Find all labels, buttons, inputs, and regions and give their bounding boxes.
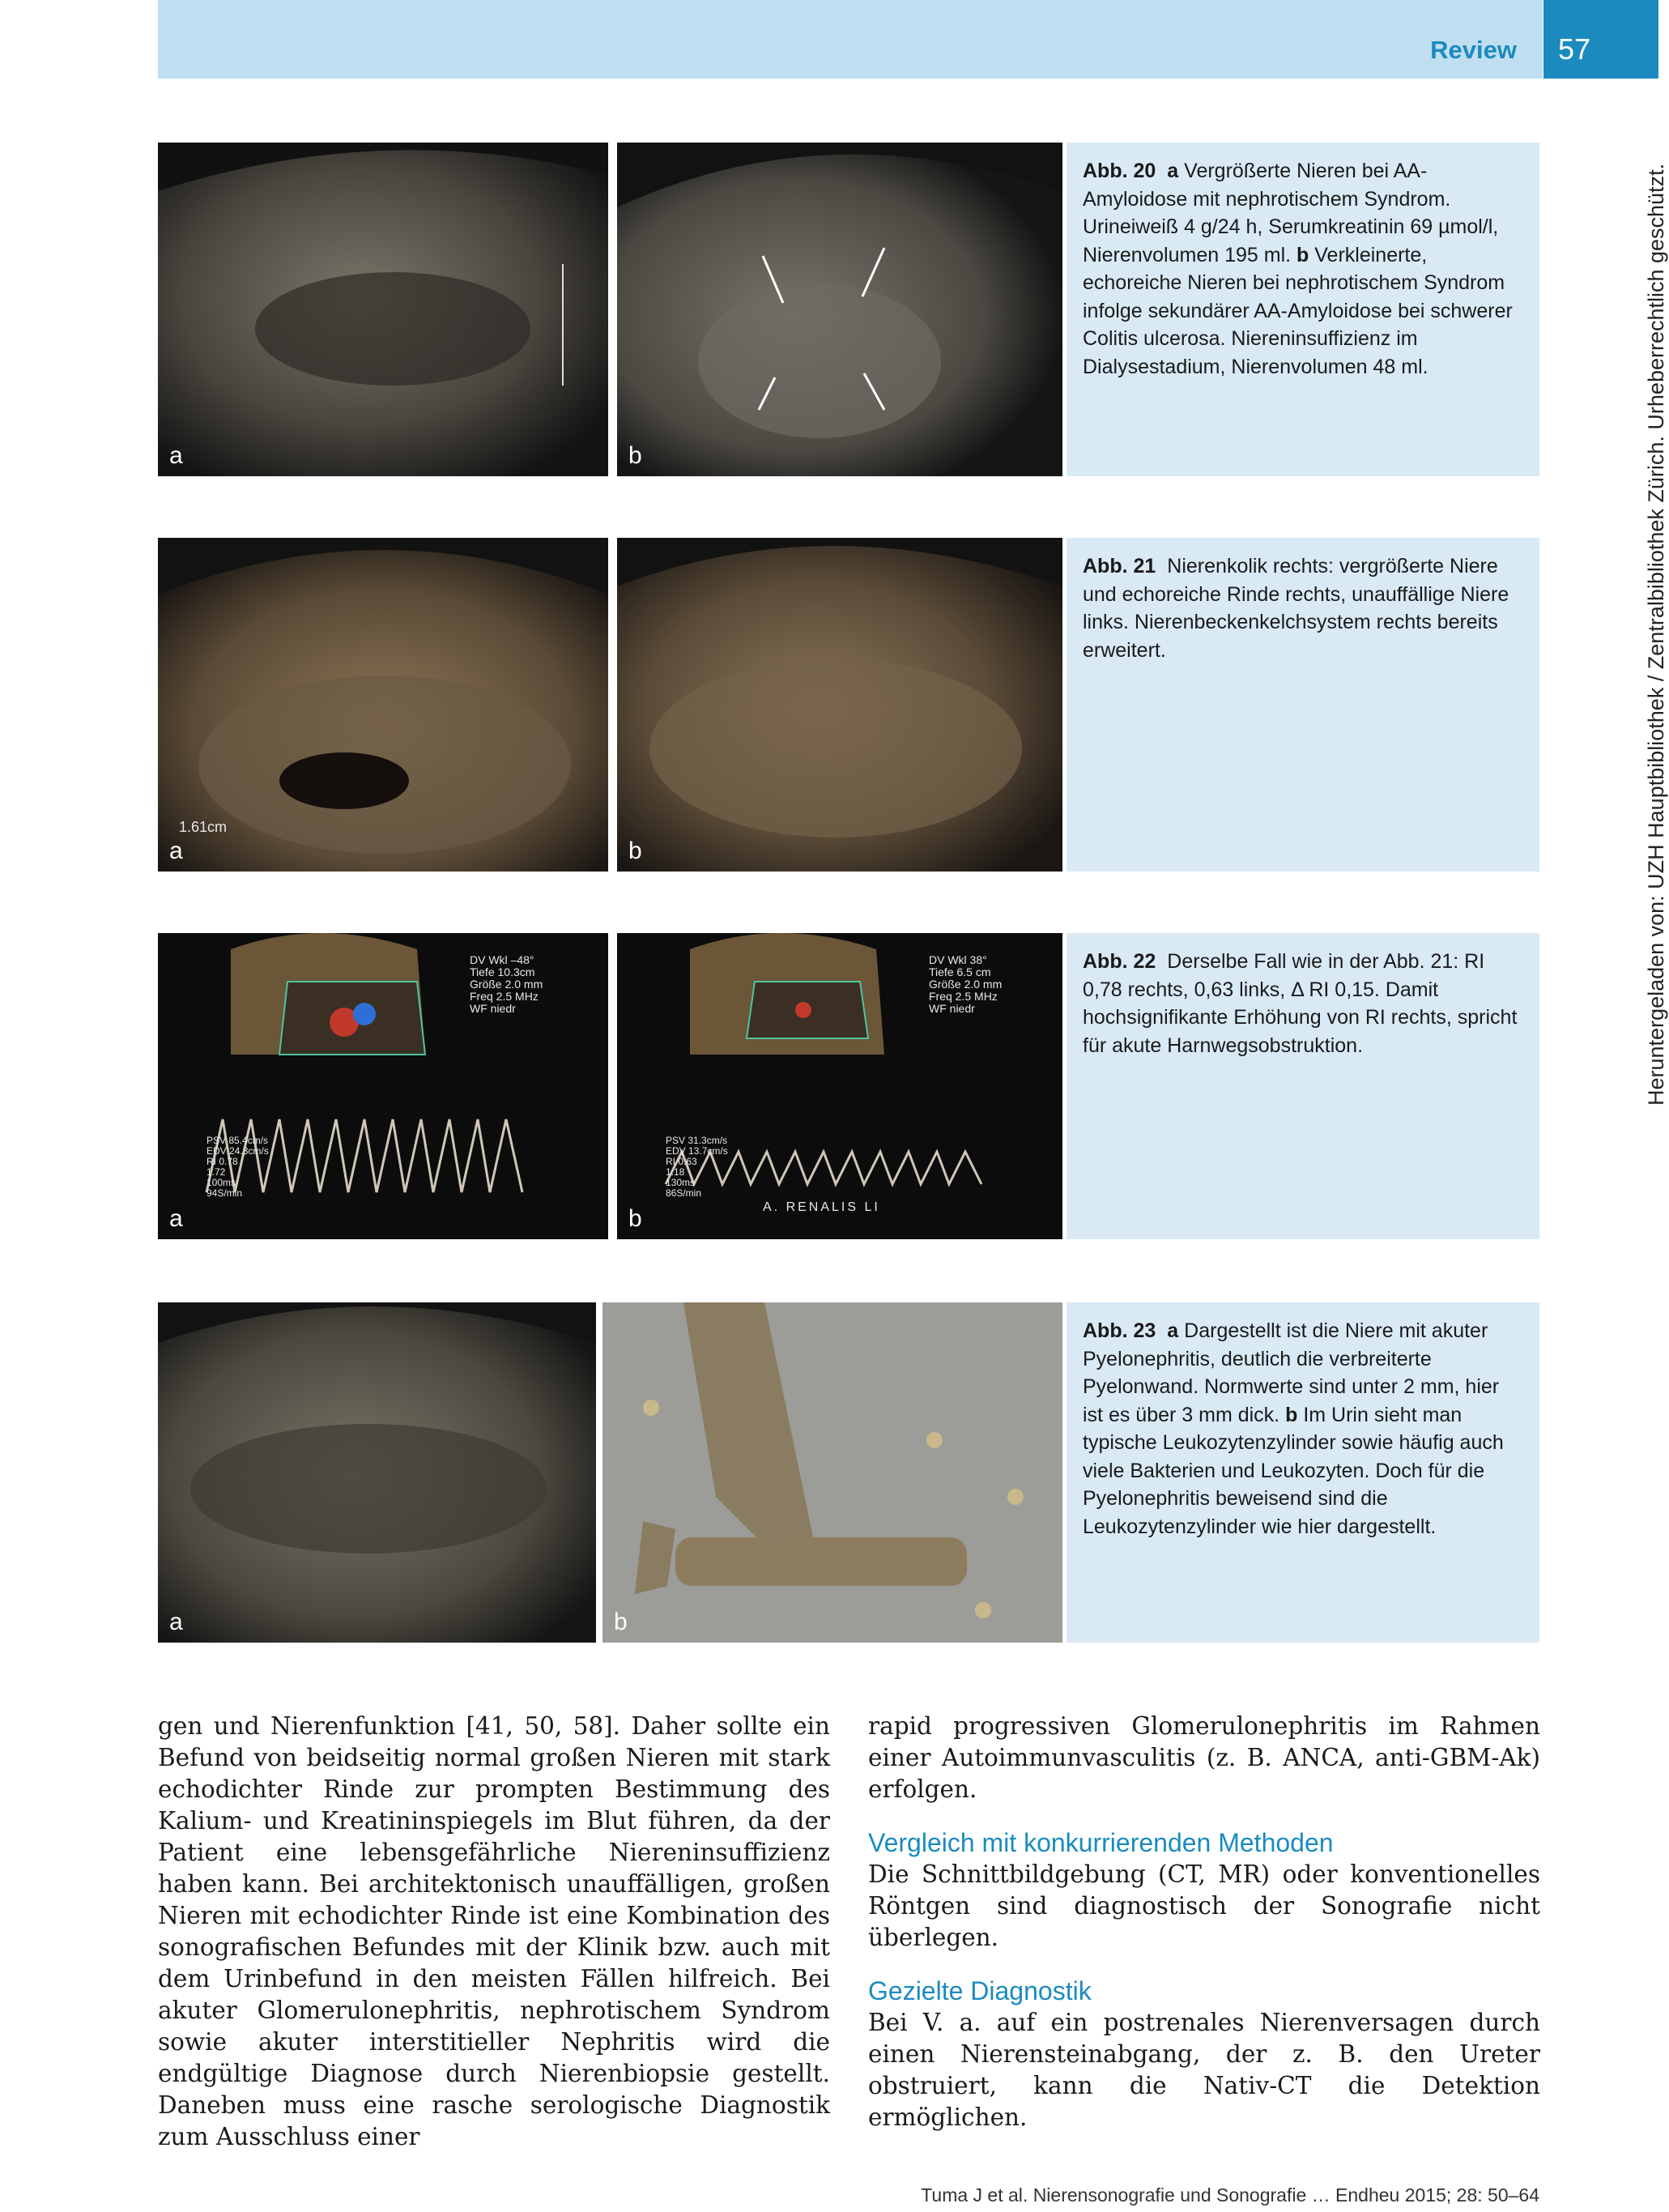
ultrasound-image-21b — [617, 538, 1062, 872]
figure-23 — [158, 1302, 1539, 1643]
figure-id: Abb. 22 — [1083, 950, 1156, 973]
caption-panel-22 — [1067, 933, 1539, 1239]
caption-part-label: b — [1296, 243, 1309, 266]
ultrasound-21b-graphic — [617, 538, 1062, 872]
caption-part-text: Derselbe Fall wie in der Abb. 21: RI 0,78 rechts, 0,63 links, Δ RI 0,15. Damit hochsignifikante Erhöhung von RI rechts, spricht für akute Harnwegsobstruktion. — [1083, 950, 1518, 1057]
microscopy-image-23b — [602, 1302, 1062, 1643]
doppler-settings-b: DV Wkl 38° Tiefe 6.5 cm Größe 2.0 mm Freq 2.5 MHz WF niedr — [929, 953, 1003, 1015]
download-notice: Heruntergeladen von: UZH Hauptbibliothek / Zentralbibliothek Zürich. Urheberrechtlich geschützt. — [1644, 163, 1668, 1106]
caption-21 — [1083, 552, 1525, 664]
section-heading: Vergleich mit konkurrierenden Methoden — [868, 1828, 1334, 1857]
doppler-image-22a — [158, 933, 608, 1239]
section-heading: Gezielte Diagnostik — [868, 1976, 1092, 2005]
panel-letter-b: b — [614, 1609, 628, 1635]
section-label: Review — [1430, 36, 1517, 64]
panel-letter-a: a — [169, 442, 183, 469]
figure-20 — [158, 143, 1539, 476]
ultrasound-image-20a — [158, 143, 608, 476]
caption-panel-20 — [1067, 143, 1539, 476]
ultrasound-image-23a — [158, 1302, 596, 1643]
microscopy-23b-graphic — [602, 1302, 1062, 1643]
body-right-column — [868, 1711, 1540, 2133]
caption-panel-21 — [1067, 538, 1539, 872]
figure-id: Abb. 20 — [1083, 160, 1156, 182]
panel-letter-a: a — [169, 1205, 183, 1232]
body-paragraph: Bei V. a. auf ein postrenales Nierenversagen durch einen Nierensteinabgang, der z. B. den Ureter obstruiert, kann die Nativ-CT die Detektion ermöglichen. — [868, 2009, 1540, 2131]
vessel-label: A. RENALIS LI — [763, 1200, 880, 1214]
ultrasound-image-20b — [617, 143, 1062, 476]
ultrasound-20b-graphic — [617, 143, 1062, 476]
panel-letter-b: b — [628, 1205, 642, 1232]
body-paragraph: gen und Nierenfunktion [41, 50, 58]. Daher sollte ein Befund von beidseitig normal großen Nieren mit stark echodichter Rinde zur prompten Bestimmung des Kalium- und Kreatininspiegels im Blut führen, da der Patient eine lebensgefährliche Niereninsuffizienz haben kann. Bei architektonisch unauffälligen, großen Nieren mit echodichter Rinde ist eine Kombination des sonografischen Befundes mit der Klinik bzw. auch mit dem Urinbefund in den meisten Fällen hilfreich. Bei akuter Glomerulonephritis, nephrotischem Syndrom sowie akuter interstitieller Nephritis wird die endgültige Diagnose durch Nierenbiopsie gestellt. Daneben muss eine rasche serologische Diagnostik zum Ausschluss einer — [158, 1712, 830, 2150]
figure-21 — [158, 538, 1539, 872]
ultrasound-20a-graphic — [158, 143, 608, 476]
body-paragraph: rapid progressiven Glomerulonephritis im Rahmen einer Autoimmunvasculitis (z. B. ANCA, anti-GBM-Ak) erfolgen. — [868, 1712, 1540, 1803]
doppler-measure-a: PSV 85.4cm/s EDV 24.3cm/s RI 0.78 1.72 100ms 94S/min — [206, 1135, 269, 1199]
caption-part-text: Im Urin sieht man typische Leukozytenzylinder sowie häufig auch viele Bakterien und Leukozyten. Doch für die Pyelonephritis beweisend sind die Leukozytenzylinder wie hier dargestellt. — [1083, 1403, 1504, 1538]
doppler-settings-a: DV Wkl –48° Tiefe 10.3cm Größe 2.0 mm Freq 2.5 MHz WF niedr — [470, 953, 543, 1015]
doppler-image-22b — [617, 933, 1062, 1239]
caption-part-text: Nierenkolik rechts: vergrößerte Niere und echoreiche Rinde rechts, unauffällige Niere links. Nierenbeckenkelchsystem rechts bereits erweitert. — [1083, 555, 1509, 662]
measurement-label: 1.61cm — [179, 819, 228, 835]
body-left-column — [158, 1711, 830, 2153]
caption-part-label: a — [1167, 1319, 1179, 1342]
footer-citation: Tuma J et al. Nierensonografie und Sonografie … Endheu 2015; 28: 50–64 — [921, 2184, 1539, 2206]
panel-letter-a: a — [169, 1609, 183, 1635]
caption-part-text: Verkleinerte, echoreiche Nieren bei nephrotischem Syndrom infolge sekundärer AA-Amyloidose bei schwerer Colitis ulcerosa. Niereninsuffizienz im Dialysestadium, Nierenvolumen 48 ml. — [1083, 243, 1513, 378]
caption-part-text: Dargestellt ist die Niere mit akuter Pyelonephritis, deutlich die verbreiterte Pyelonwand. Normwerte sind unter 2 mm, hier ist es über 3 mm dick. — [1083, 1319, 1500, 1426]
body-paragraph: Die Schnittbildgebung (CT, MR) oder konventionelles Röntgen sind diagnostisch der Sonografie nicht überlegen. — [868, 1860, 1540, 1951]
caption-20 — [1083, 157, 1525, 381]
doppler-measure-b: PSV 31.3cm/s EDV 13.7cm/s RI 0.63 1.18 130ms 86S/min — [666, 1135, 728, 1199]
caption-part-label: a — [1167, 160, 1179, 182]
panel-letter-a: a — [169, 837, 183, 864]
caption-22 — [1083, 948, 1525, 1059]
header-band — [158, 0, 1543, 79]
panel-letter-b: b — [628, 442, 642, 469]
caption-part-label: b — [1285, 1403, 1298, 1426]
caption-23 — [1083, 1317, 1525, 1541]
figure-22 — [158, 933, 1539, 1239]
ultrasound-image-21a — [158, 538, 608, 872]
caption-panel-23 — [1067, 1302, 1539, 1643]
figure-id: Abb. 23 — [1083, 1319, 1156, 1342]
ultrasound-23a-graphic — [158, 1302, 596, 1643]
panel-letter-b: b — [628, 837, 642, 864]
caption-part-text: Vergrößerte Nieren bei AA-Amyloidose mit nephrotischem Syndrom. Urineiweiß 4 g/24 h, Serumkreatinin 69 µmol/l, Nierenvolumen 195 ml. — [1083, 160, 1499, 266]
page-number: 57 — [1558, 32, 1591, 66]
figure-id: Abb. 21 — [1083, 555, 1156, 578]
